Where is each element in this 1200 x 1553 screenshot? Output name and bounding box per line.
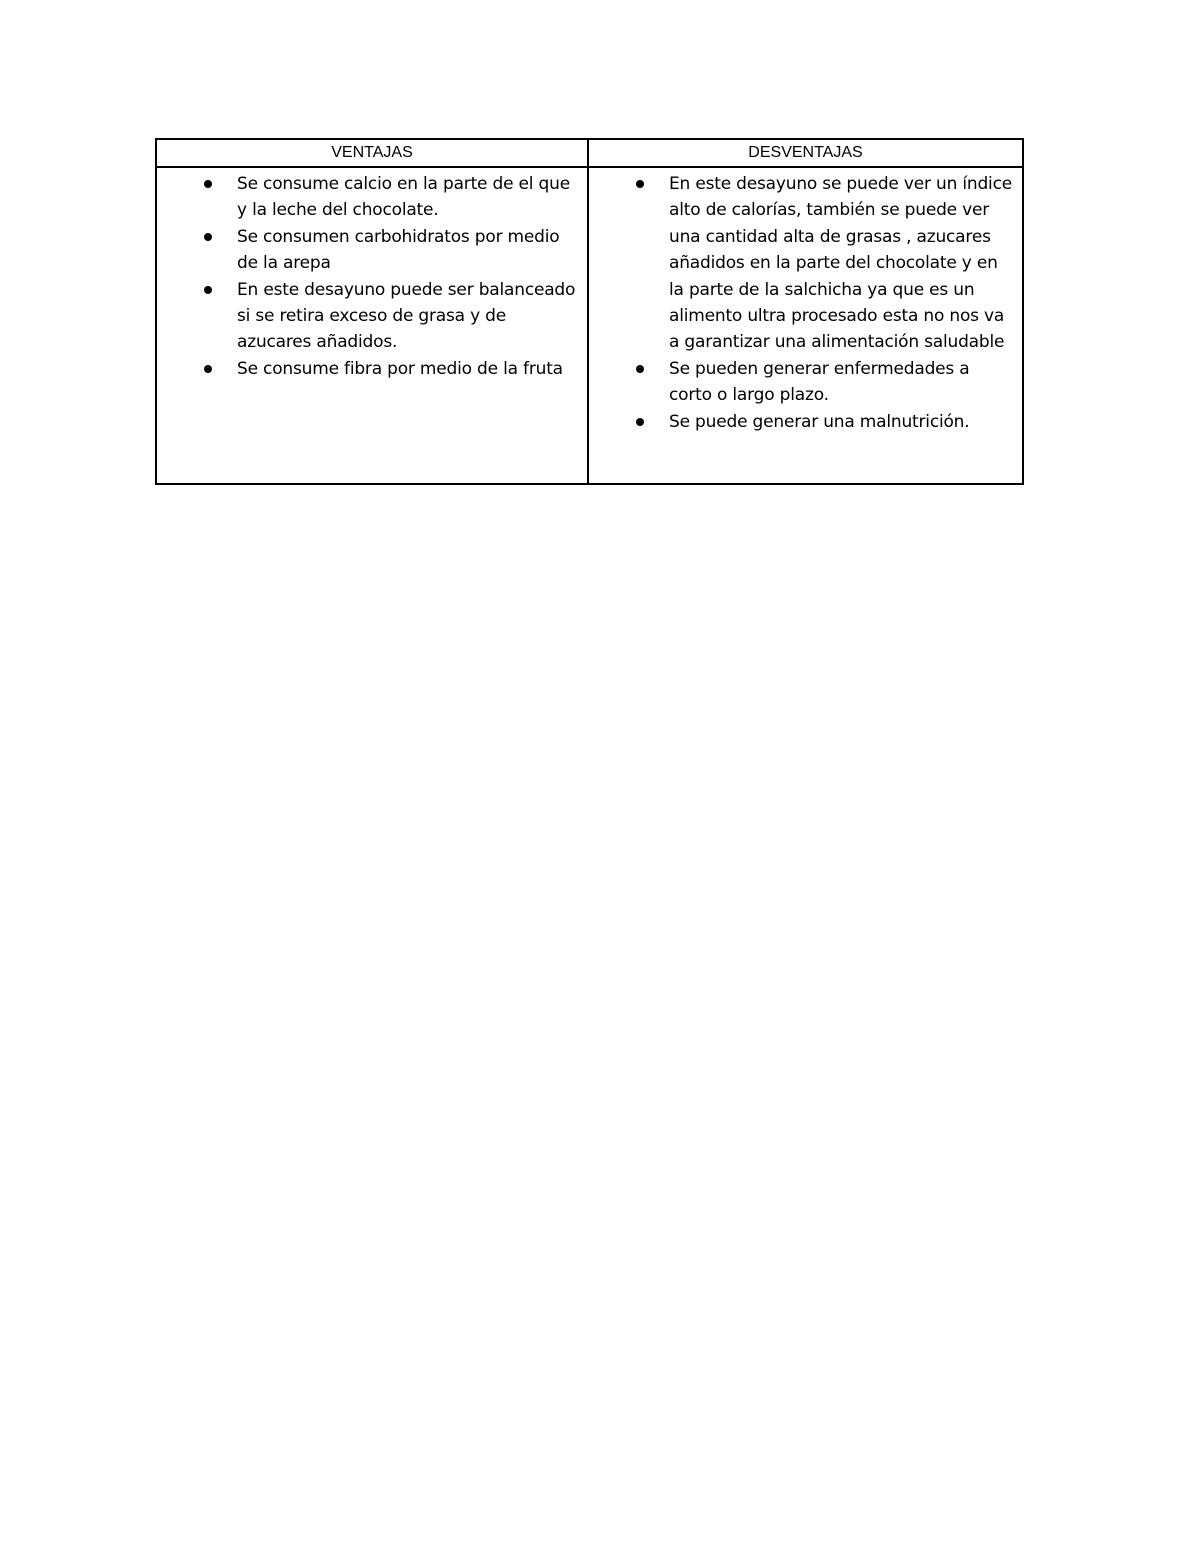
ventajas-cell <box>156 167 588 484</box>
header-ventajas: VENTAJAS <box>156 139 588 167</box>
list-item-text: En este desayuno puede ser balanceado si se retira exceso de grasa y de azucares añadidos. <box>237 279 576 353</box>
bullet-icon <box>204 365 212 373</box>
list-item <box>589 356 1016 409</box>
bullet-icon <box>636 365 644 373</box>
bullet-icon <box>204 286 212 294</box>
comparison-table <box>155 138 1024 485</box>
bullet-icon <box>204 180 212 188</box>
list-item-text: Se consumen carbohidratos por medio de la arepa <box>237 226 560 274</box>
list-item-text: Se consume fibra por medio de la fruta <box>237 358 563 379</box>
list-item <box>589 171 1016 356</box>
bullet-icon <box>204 233 212 241</box>
list-item-text: En este desayuno se puede ver un índice alto de calorías, también se puede ver una cantidad alta de grasas , azucares añadidos en la parte del chocolate y en la parte de la salchicha ya que es un alimento ultra procesado esta no nos va a garantizar una alimentación saludable <box>669 174 1012 353</box>
ventajas-list <box>157 171 581 382</box>
list-item-text: Se consume calcio en la parte de el que y la leche del chocolate. <box>237 174 570 221</box>
table-header-row <box>156 139 1023 167</box>
desventajas-list <box>589 171 1016 435</box>
list-item <box>157 171 581 224</box>
desventajas-cell <box>588 167 1023 484</box>
bullet-icon <box>636 418 644 426</box>
table-body-row <box>156 167 1023 484</box>
list-item-text: Se puede generar una malnutrición. <box>669 411 970 432</box>
list-item <box>157 224 581 277</box>
list-item <box>157 277 581 356</box>
header-desventajas: DESVENTAJAS <box>588 139 1023 167</box>
list-item <box>157 356 581 382</box>
list-item-text: Se pueden generar enfermedades a corto o largo plazo. <box>669 358 970 406</box>
list-item <box>589 409 1016 435</box>
bullet-icon <box>636 180 644 188</box>
